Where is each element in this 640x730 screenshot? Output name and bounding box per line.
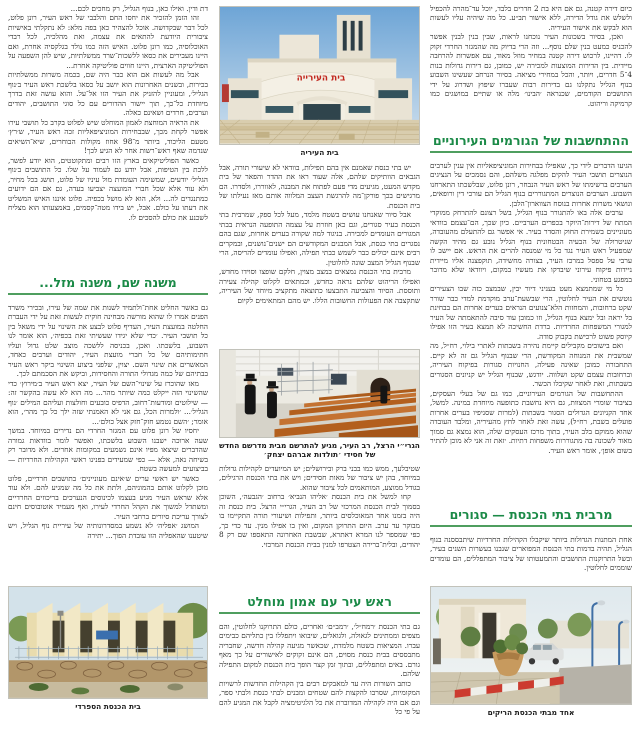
paragraph: מאז שהוכרז על שינוי־השם של העיר, יצא ראש העיר ב׳מירוץ׳ כדי שהשינוי הזה ייקלט כמה שיותר מהר... מה הוא לא עשה בהקשר זה: — שילוטים ומודעות־רחוב, הדפיס כובעים וחולצות ועליהם המילים ׳נוף הגליל׳... ׳ולמרות הכל, גם אני לא האמנתי שזה ילך כל כך מהר׳, הוא אומר; ׳השם נטמע חזק־חזק אצל כולם׳... [8, 378, 208, 426]
red-banner [222, 84, 229, 102]
headline-change-name-change-luck: משנה שם, משנה מזל... [8, 276, 208, 295]
paragraph: מרבית בתי הכנסת נמצאים במצב מצוין, חלקם שופצו וסוידו מחדש, ואפילו הריהוט שלהם נראה כחדש, וכמתאים לקלוט קהילה צעירה ותוססת. הסיוד והצביעה התבצעו כתוצאה מתקציב מיוחד של העיריה, שתקצבה את הפעולות החשובות הללו. יש מהם המתאימים לקיום [219, 267, 420, 305]
photo-empty-synagogue [430, 586, 632, 717]
left-pillar [220, 350, 236, 437]
tree [538, 619, 558, 639]
text-block [430, 161, 632, 505]
dark-tile [256, 132, 270, 138]
column-left [8, 0, 208, 730]
text-block [219, 464, 420, 592]
photo-caption: בית הכנסת הספרדי [75, 701, 141, 711]
paragraph: את הראיה המוחצת לאמון המוחלט שיש לפלוט בקרב כל תושבי עירו אפשר לקחת מכך, שבבחירות המוניציפאליות זכה ראש העיר, ש׳רץ׳ מטעם הליכוד, ביותר מ־98 אחוז מקולות הבוחרים, שיא־השיאים שנדמה שאף ראש־רשות אחר לא הגיע לכך! [8, 117, 208, 156]
headline-municipal-consideration: ההתחשבות של הגורמים העירוניים [430, 134, 632, 153]
photo-beit-midrash-interior [219, 349, 420, 460]
paragraph: המושג ׳אפליה׳ לא נשמע במסדרונותיה של עיריית נוף הגליל, ויש שיטענו שהאפליה הזו עובדת הפוך... יתירה [8, 521, 208, 540]
text-block [8, 4, 208, 274]
text-block [219, 622, 420, 730]
parapet [439, 599, 526, 605]
paragraph: כאשר יש ראשי ערים ש׳אינם מעוניינים׳ בתושבים חרדיים, פלוט מוכן לקלוט אותם בהמוניהם, ולתת את כל מה שמגיע להם. ולא עוד אלא שראש העיר מגיע בעצמו לכינוסים הנערכים בריכוזים החרדיים ומשתדל למשוך את הקהל החרדי לעירו, ואף מעמיד אוטובוסים חינם לצורך עריכת סיורים ברחבי העיר. [8, 473, 208, 521]
city-hall-image [219, 6, 420, 145]
paragraph: ואם בישובים מקבילים קיימת נהירה בשבתות לאתרי בילוי, רח״ל, מה שמשבית את המנוחה המקודשת, הרי שבנוף הגליל גם זה לא קיים. התחבורה כמובן שאינה פעילה, החנויות סגורות בפיקוח העיריה, וברחובות עצמם שקט ושלווה. יודגש, שבנוף הגליל יש קניונים הסגורים בשבתות, זאת לאחר שקיבלו הכשר. [430, 341, 632, 389]
photo-caption: הגרי״י הרצל, רב העיר, מגיע להתרשם מבית מדרשם החדש של חסידי ׳תולדות אברהם יצחק׳ [219, 441, 420, 460]
text-block [8, 303, 208, 584]
text-block [430, 4, 632, 132]
photo-caption: בית העיריה [300, 147, 339, 157]
text-block [219, 163, 420, 347]
lamp-head [597, 600, 605, 605]
window-strip [378, 90, 408, 98]
dark-tile [339, 134, 355, 140]
paragraph: גם בתי הכנסת ׳רמח״ל׳, ׳רמב״ם׳ ואחרים, כולם התרוקנו לחלוטין, והם מצפים וממתינים לגאולה, ולגואלים, שיבואו ויתפללו בין כתליהם כבימים עברו. המציאות בשטח מלמדת, שכאשר מגיעה קהילה חדשה, שחבריה מתבססים בבית כנסת מסוים, הם אינם זקוקים לאישורים על כך מאף גורם. באים ומתפללים, ובתוך זמן קצר הופך בית הכנסת למקום התפילה שלהם. [219, 622, 420, 679]
signboard [433, 638, 441, 664]
tree [461, 627, 481, 647]
slit-window [359, 21, 363, 51]
headline-mayor-total-trust: ראש עיר עם אמון מוחלט [219, 595, 420, 614]
photo-city-hall [219, 6, 420, 157]
photo-caption: אחד מבתי הכנסת הריקים [487, 707, 575, 717]
paragraph: ההתחשבות של הגורמים העירוניים, כמו גם של בעלי העסקים, בציבור שומרי המצוות, גם היא נחשבת כתופעה מיוחדת במינה. למשל, אחד הקניונים הגדולים הסגור בשבתות (למרות שסניפיו בערים אחרות פועלים בשבת, רח״ל), עשה זאת לאחר לחץ מהעיריה, ומלבד העובדה שהוא ממוקם בלב העיר, בתוך מרכז העסקים שלה, הוא נמצא גם סמוך מאוד לשכונה בה מתגוררות משפחות דתיות. ׳זאת זה אני לא מוכן להתיר בשום אופן׳, אומר ראש העיר. [430, 388, 632, 455]
shrub [120, 685, 140, 693]
stone-wall [9, 660, 207, 682]
shrub [29, 683, 49, 691]
paragraph: שטיבלעך, ממש כמו בבני ברק ובירושלים; יש המיועדים לקהילות גדולות במיוחד, בהן יש ציבור של מאות חסידים; ויש את בתי הכנסת הרגילים, בגודל ממוצע, המותאמים לכל ציבור שהוא. [219, 464, 420, 492]
paragraph: אבל מה לעשות אם הוא כבר היה שם, בכמה משרות ממשלתיות בכירות, ובשנים האחרונות הוא יושב על כסאו בלשכת ראש העיר ב׳נוף הגליל׳, ומעוניין להזניק את העיר הזו אל־על. והוא עושה זאת בדרך מיוחדת כל־כך, תוך יישור ההדורים עם כל סוגי התושבים, יהודים וערבים, חרדים ושאינם כאלה. [8, 70, 208, 118]
paragraph: כל מי שמתמצא מעט בעניני דיור יבין, שבמצב כזה שבו הצעירים נוטשים את העיר לחלוטין, הרי שבשעת־ערב מוקדמת למדי כבר שורר שקט ברחובות, והמחזות הלא־צנועים הנראים בערים אחרות הם בבחינת בל יראה ובל ימצא בנוף הגליל, וזו כמובן עוד סיבה להתאמתה של העיר למגורי המשפחות החרדיות. ברדת החשיכה לא תמצא בעיר הזו אפילו קיוסק פשוט לרכישת בקבוק סודה. [430, 284, 632, 341]
beit-midrash-image [219, 349, 420, 438]
column [299, 104, 303, 122]
slit-window [343, 21, 347, 51]
dry-bush [167, 684, 183, 691]
window-strip [231, 90, 259, 98]
empty-synagogue-image [430, 586, 632, 705]
right-wing [374, 78, 412, 120]
city-hall-sign-text: בית העירייה [296, 73, 346, 84]
paragraph: יחסיו של רונן פלוט עם המגזר החרדי הם נדירים במיוחד. במשך שעה ארוכה ישבנו השבוע בלשכתו, ואפשר לומר בוודאות גמורה שהדברים שיצאו מפיו אינם נשמעים במקומות אחרים. ולא מדובר רק בשיחה נאה, אלא — כפי שמעידים בפנינו ראשי הקהילות החרדיות — בביצועים למעשה בשטח. [8, 426, 208, 474]
window [331, 374, 347, 385]
cornice [248, 58, 397, 62]
paragraph: ערבים אלה באו להתגורר בנוף הגליל, בשל רצונם להתרחק ממוקדי המתח של דירות־היוקר בכפרים הערביים. כיון שכך, הם־עצמם בוודאי מעוניינים בשמירת החוק והסדר בעיר. אי אפשר גם להתעלם מהעובדה, שניטרולה של הבעיה הבטחונית בנוף הגליל נובע גם מהיד הקשה שמפעיל ראש העיר נגד כל מי שמנסה להרים את הראש. אם יישב לו ערבי על ספסל במרכז העיר, בצורה מחשידה, תוקפצנה אליו מיידית ניידות פיקוח עירוני שיבדקו את מעשיו במקום, ויוודאו שלא מדובר במפגע בטחוני. [430, 208, 632, 284]
column-middle [219, 0, 420, 730]
paragraph: זהו הזמן להזכיר את יחסו החם והלבבי של ראש העיר, רונן פלוט, לכל דבר שבקדושה. אוכל להצהיר כאן בפה מלא: לא נתקלתי באישיות ציבורית היודעת להתאים את עצמה, ואת מהלכיה, לכל רבדי האוכלוסיה, כמו רונן פלוט. האיש הזה כמו נולד בגלקסיה אחרת, ואם היינו מעבירים את כסאו ללשכות־שרד ממשלתיות, שיש להן השפעה על הפוליטיקה הארצית, היינו חווים פוליטיקה אחרת... [8, 13, 208, 70]
paragraph: ואכן, בסיור בשכונות העיר נוכחנו לראות, שבין בנין לבנין אפשר להכניס כמעט בנין שלם נוסף... וזה הרי בדיוק מה שהמגזר החרדי זקוק לו. דהיינו, לרכוש דירה קטנה במחיר מוזל מאוד, עם אפשרות להרחבה מיידית. בין הדירות המוצעות למכירה יש, כמובן, גם דירות גדולות בנות 4־5 חדרים, ויותר, והכל במחירי מציאה. בסיור הנרחב שעשינו השבוע בנוף הגליל נתקלנו גם בדירות רבות שעברו שיפוץ ושדרוג על ידי התושבים הקודמים, שכנראה ׳הבינו׳ מלה או שתיים במושגים כמו קרמיקה וריהוט. [430, 32, 632, 108]
photo-sephardi-synagogue [8, 586, 208, 711]
paragraph: דת ודין. ואילו כאן, בנוף הגליל, רק מחכים לכם... [70, 4, 208, 13]
text-block [430, 535, 632, 584]
paragraph: גם כאשר החליט אחת־ולתמיד לשנות את שמה של עירו, ובכירי משרד הפנים אמרו לו שהוא מורשה מבחינה חוקית לעשות זאת על ידי העברת החלטה במועצת העיר, העדיף פלוט לבצע את השינוי על ידי משאל בין כל תושבי העיר. ׳כדי שלא יגידו שעשיתי זאת בכפיה׳, הוא אומר לנו השבוע, בלשכתו. ואכן, בכניסה ללשכה מוצב שלט גדול ועליו חתימותיהם של כל חברי מועצת העיר, יהודים וערבים כאחד, המאשרים את שינוי השם. יצוין, שלפני ביצוע השינוי ביקר ראש העיר בבתיהם של כמה מגדולי התורה והחסידות, וביקש את הסכמתם לכך. [8, 303, 208, 379]
window-strip [349, 106, 371, 113]
entrance-glass [303, 104, 341, 122]
tree [568, 613, 592, 637]
lamp-head [623, 620, 630, 624]
shrub [71, 687, 89, 694]
paragraph: כיום דירה קטנה, גם אם היא בת 2 חדרים בלבד, יוכל עד־מהרה להכפיל ולשלש את גודל הדירה, ללא אישור תב״ע. כל מה שיהיה עליו לעשות הוא לבקש את אישור העיריה. [430, 4, 632, 32]
paragraph: אבל סיור שאנחנו עושים בשטח מלמד, מעל לכל ספק, שמרבית בתי הכנסת בעיר סגורים, וגם כאן חוזרת על עצמה התופעה הנראית בבתי המגורים העומדים למכירה. בניגוד למה שקורה בערים אחרות, שגם בהם נסגרים בתי כנסת, אבל המבנים המקודשים הם ישנים־נושנים, ובמקרים רבים אינם יכולים כבר לשמש כבתי תפילה, ואפילו עומדים להריסה, הרי שבנוף הגליל המצב שונה לחלוטין. [219, 210, 420, 267]
paragraph: אחת המתנות הגדולות ביותר שיקבלו הקהילות החרדיות שיתבססנה בנוף הגליל, תהיה בדמות בתי הכנסת המפוארים שנבנו בעשרות השנים בעיר, ובשל התרוקנות התושבים והתמעטותו של ציבור המתפללים, הם עומדים שוממים לחלוטין. [430, 535, 632, 573]
paragraph: קחו למשל את בית הכנסת ׳אליהו הנביא׳ ברחוב ׳הגבעה׳, השוכן בסמוך לבית הכנסת המרכזי של רב העיר, הגרי״י הרצל. בית כנסת זה היה בזמנו אחד המאוכלסים ביותר, ותפילות ושיעורי תורה התקיימו בו מבוקר עד ערב. היום התרוקן המקום, ואין בו אפילו מנין. עד כדי כך, כפי שמספר לנו המרא דאתרא, שבשבת האחרונה התאספו שם רק 8 יהודים, ובלית־ברירה הצטרפו למנין בבית הכנסת המרכזי. [219, 492, 420, 549]
slit-window [351, 21, 355, 51]
lamp-head [58, 611, 64, 616]
entrance [482, 613, 496, 659]
column-right [430, 0, 632, 730]
column [341, 104, 345, 122]
sephardi-synagogue-image [8, 586, 208, 699]
paragraph: כותב השורות היה עד למאבקים רבים בין הקהילות החדשות לרשויות המקומיות, שסרבו להקצות להם שטחים ומבנים לבתי כנסת ולבתי ספר, וגם אם היה לקהילה המדוברת את כל הלגיטימציה לקבל את המגיע להם על פי כל [219, 678, 420, 717]
headline-most-synagogues-closed: מרבית בתי הכנסת — סגורים [430, 508, 632, 527]
blue-sign [96, 631, 118, 640]
window-strip [266, 106, 294, 113]
left-wing [228, 78, 262, 120]
paragraph: הגיעו הדברים לידי כך, שאפילו בבחירות המוניציפאליות אין ענין לערבים הנוצרים תושבי העיר להקים מפלגה משלהם, והם נסמכים על הנציגים הערבים ברשימתו של ראש העיר הנבחר, רונן פלוט, שבלשכתו התארחנו השבוע. הערבים הנוצרים המתגוררים בנוף הגליל הם עורכי דין ורופאים, ונושאי משרות אחרות בנוסח הצווארון־הלבן. [430, 161, 632, 208]
paragraph: כאשר הפוליטיקאים בארץ הזו רבים ומתקוטטים, הוא יודע לפשר, ללכת בין הטיפות, אבל יודע גם לעמוד על שלו. כל התושבים ב׳נוף הגליל׳ יודעים, שמשימה העומדת מול עיניו של פלוט, תושג בכל מחיר, ולא עוד אלא שכל חברי המועצה יצביעו בעדה, גם אם הם ידועים כמתנגדים לה... ולא, הוא לא מושל בכפיה. פלוט איננו האיש המשליט את דעתו על כולם. אבל, יש בידו מטה־קסמים, באמצעותו הוא מצליח לשכנע את כולם להסכים לו. [8, 155, 208, 222]
plaza [220, 120, 419, 144]
paragraph: יש בתי כנסת שאמנם אין בהם תפילות, בוודאי לא שיעורי תורה, אבל הגבאים הוותיקים שלהם, אלה שעוד ראו את ההדר והפאר של בית מקדש המעט, מגיעים מדי פעם לפתוח את המבנה, לאווררו, ולסדרו. הם מרגישים בכך פורקן־מה להרגשת העצב המלווה אותם מאז נעילתו של בית הכנסת. [219, 163, 420, 210]
